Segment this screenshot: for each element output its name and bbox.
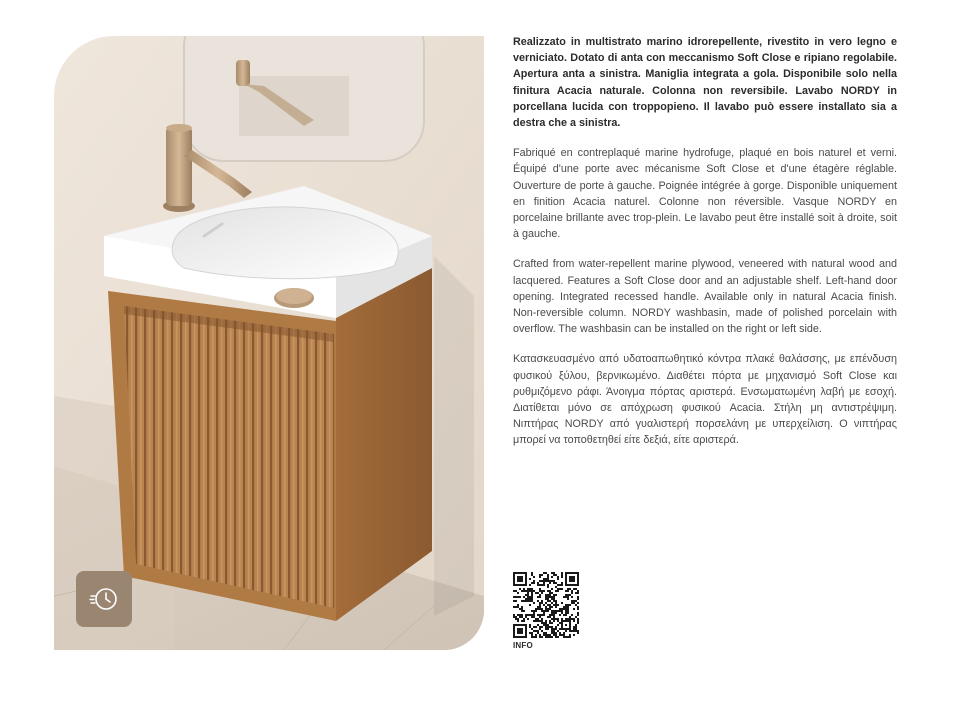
description-english: Crafted from water-repellent marine plywood, veneered with natural wood and lacquered. Features a Soft Close door and an adjustable shelf. Left-hand door opening. Integrated recessed handle. Available only in natural Acacia finish. Non-reversible column. NORDY washbasin, made of polished porcelain with overflow. The washbasin can be installed on the right or left side. (513, 258, 897, 336)
clock-badge[interactable] (76, 571, 132, 627)
description-italian: Realizzato in multistrato marino idrorepellente, rivestito in vero legno e verniciato. Dotato di anta con meccanismo Soft Close e ripiano regolabile. Apertura anta a sinistra. Maniglia integrata a gola. Disponibile solo nella finitura Acacia naturale. Colonna non reversibile. Lavabo NORDY in porcellana lucida con troppopieno. Il lavabo può essere installato sia a destra che a sinistra. (513, 36, 897, 130)
qr-code-graphic (513, 572, 579, 638)
vanity-illustration (54, 36, 484, 650)
qr-code-icon[interactable] (513, 572, 579, 638)
clock-time-icon (89, 584, 119, 614)
description-french: Fabriqué en contreplaqué marine hydrofuge, plaqué en bois naturel et verni. Équipé d'une porte avec mécanisme Soft Close et d'une étagère réglable. Ouverture de porte à gauche. Poignée intégrée à gorge. Disponible uniquement en finition Acacia naturel. Colonne non réversible. Vasque NORDY en porcelaine brillante avec trop-plein. Le lavabo peut être installé soit à droite, soit à gauche. (513, 147, 897, 241)
description-column (513, 34, 897, 463)
description-greek: Κατασκευασμένο από υδατοαπωθητικό κόντρα πλακέ θαλάσσης, με επένδυση φυσικού ξύλου, βερνικωμένο. Διαθέτει πόρτα με μηχανισμό Soft Close και ρυθμιζόμενο ράφι. Άνοιγμα πόρτας αριστερά. Ενσωματωμένη λαβή με εσοχή. Διατίθεται μόνο σε απόχρωση φυσικού Acacia. Στήλη μη αντιστρέψιμη. Νιπτήρας NORDY από γυαλιστερή πορσελάνη με υπερχείλιση. Ο νιπτήρας μπορεί να τοποθετηθεί είτε δεξιά, είτε αριστερά. (513, 353, 897, 447)
qr-label: INFO (513, 641, 533, 650)
product-photo (54, 36, 484, 650)
